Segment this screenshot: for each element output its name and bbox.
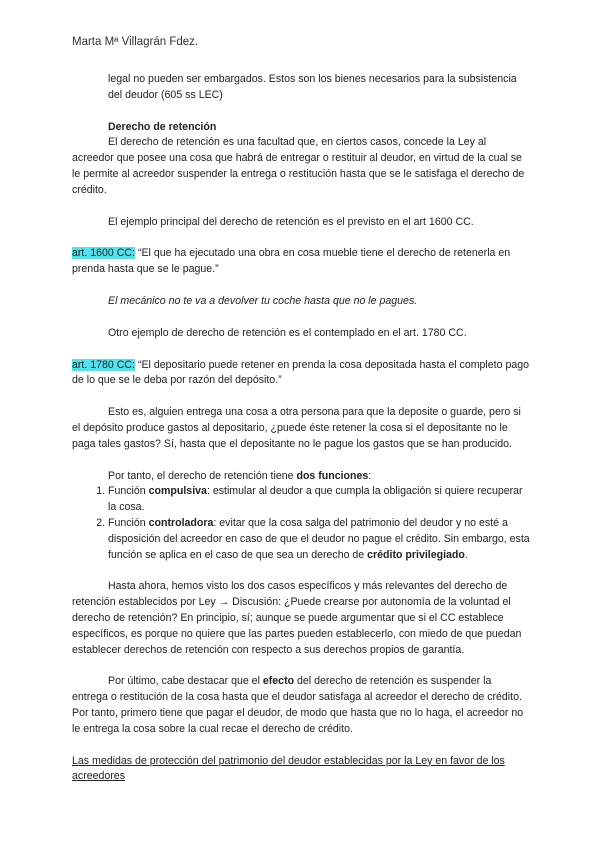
art1780-text: “El depositario puede retener en prenda la cosa depositada hasta el completo pago de lo que se le deba por razón del depósito.” [72, 358, 530, 387]
list-item: 2. Función controladora: evitar que la cosa salga del patrimonio del deudor y no esté a disposición del acreedor en caso de que el deudor no pague el crédito. Sin embargo, esta función se aplica en el caso de que sea un derecho de crédito privilegiado. [108, 516, 530, 563]
art1600-quote [72, 246, 530, 278]
art1780-quote [72, 358, 530, 390]
mechanic-example: El mecánico no te va a devolver tu coche hasta que no le pagues. [108, 294, 418, 307]
continuation-paragraph: legal no pueden ser embargados. Estos son los bienes necesarios para la subsistencia del deudor (605 ss LEC) [108, 73, 517, 101]
page-header-author: Marta Mª Villagrán Fdez. [72, 36, 199, 48]
effect-paragraph: Por último, cabe destacar que el efecto del derecho de retención es suspender la entrega o restitución de la cosa hasta que el deudor satisfaga al acreedor el derecho de crédito. Por tanto, primero tiene que pagar el deudor, de modo que hasta que no lo haga, el acreedor no le entrega la cosa sobre la cual recae el derecho de crédito. [72, 675, 524, 735]
functions-list [72, 484, 530, 563]
discussion-paragraph: Hasta ahora, hemos visto los dos casos específicos y más relevantes del derecho de retención establecidos por Ley → Discusión: ¿Puede crearse por autonomía de la voluntad el derecho de retención? En principio, sí; aunque se puede argumentar que si el CC establece específicos, es porque no quiere que las partes pueden establecerlo, con miedo de que puedan establecer derechos de retención con respecto a sus derechos propios de garantía. [72, 580, 522, 656]
section-title: Derecho de retención [108, 120, 217, 133]
definition-paragraph: El derecho de retención es una facultad que, en ciertos casos, concede la Ley al acreedor que posee una cosa que habrá de entregar o restituir al deudor, en virtud de la cual se le permite al acreedor suspender la entrega o restitución hasta que se le satisfaga el derecho de crédito. [72, 136, 525, 196]
art1600-text: “El que ha ejecutado una obra en cosa mueble tiene el derecho de retenerla en prenda hasta que se le pague.” [72, 247, 511, 276]
next-section-heading: Las medidas de protección del patrimonio del deudor establecidas por la Ley en favor de los acreedores [72, 754, 505, 783]
second-example-paragraph: Otro ejemplo de derecho de retención es el contemplado en el art. 1780 CC. [108, 326, 467, 339]
document-body [72, 72, 530, 785]
effect-term: efecto [262, 675, 295, 688]
deposit-explanation: Esto es, alguien entrega una cosa a otra persona para que la deposite o guarde, pero si el depósito produce gastos al depositario, ¿puede éste retener la cosa si el depositante no le paga tales gastos? Sí, hasta que el depositante no le pague los gastos que se han producido. [72, 406, 521, 450]
art1600-reference: art. 1600 CC: [72, 247, 136, 260]
functions-intro: Por tanto, el derecho de retención tiene dos funciones: [108, 469, 372, 482]
functions-count: dos funciones [296, 469, 369, 482]
list-item: 1. Función compulsiva: estimular al deudor a que cumpla la obligación si quiere recuperar la cosa. [108, 484, 530, 516]
main-example-paragraph: El ejemplo principal del derecho de retención es el previsto en el art 1600 CC. [108, 215, 474, 228]
art1780-reference: art. 1780 CC: [72, 358, 136, 371]
